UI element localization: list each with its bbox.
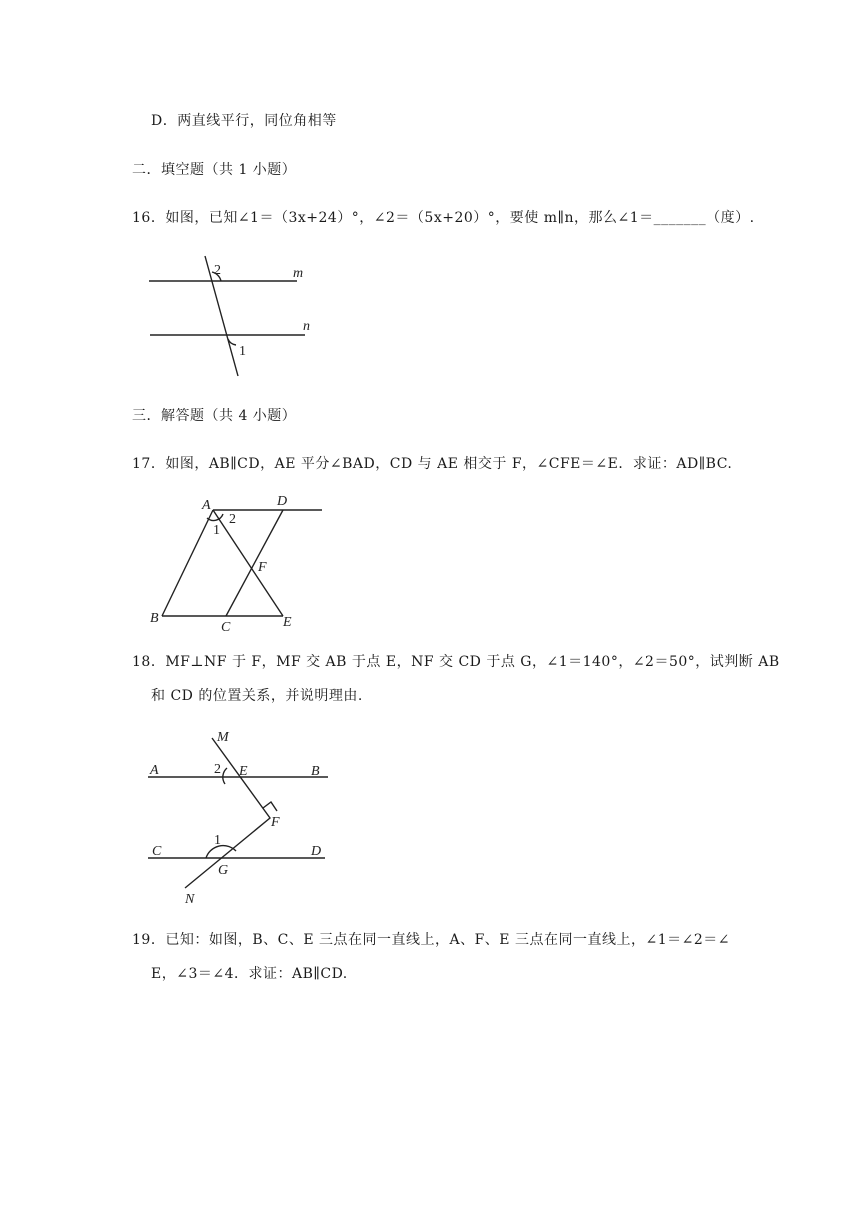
path-MF-NF <box>185 738 270 888</box>
label-2: 2 <box>229 512 236 527</box>
angle-1-arc <box>206 846 236 858</box>
label-E: E <box>239 764 248 779</box>
label-2: 2 <box>214 762 221 777</box>
segment-AE <box>213 510 283 616</box>
q17-question-text: 17．如图，AB∥CD，AE 平分∠BAD，CD 与 AE 相交于 F，∠CFE＝∠E．求证：AD∥BC. <box>132 456 733 472</box>
label-C: C <box>152 844 162 859</box>
q15-option-d: D．两直线平行，同位角相等 <box>151 113 337 129</box>
label-C: C <box>221 620 231 635</box>
label-B: B <box>150 611 159 626</box>
section-heading-fill-in: 二．填空题（共 1 小题） <box>132 162 297 178</box>
right-angle-mark <box>263 802 277 811</box>
label-m: m <box>293 266 304 281</box>
label-A: A <box>150 763 159 778</box>
segment-DC <box>226 510 283 616</box>
transversal <box>205 256 238 376</box>
q18-question-text-line1: 18．MF⊥NF 于 F，MF 交 AB 于点 E，NF 交 CD 于点 G，∠1＝140°，∠2＝50°，试判断 AB <box>132 654 780 670</box>
q16-question-text: 16．如图，已知∠1＝（3x+24）°，∠2＝（5x+20）°，要使 m∥n，那么∠1＝_______（度）. <box>132 210 755 226</box>
label-D: D <box>311 844 322 859</box>
label-n: n <box>303 319 310 334</box>
label-M: M <box>217 730 229 745</box>
angle-arc <box>207 514 223 521</box>
angle-2-arc <box>223 768 227 784</box>
q19-question-text-line1: 19．已知：如图，B、C、E 三点在同一直线上，A、F、E 三点在同一直线上，∠1＝∠2＝∠ <box>132 932 730 948</box>
section-heading-answer: 三．解答题（共 4 小题） <box>132 408 297 424</box>
q18-question-text-line2: 和 CD 的位置关系，并说明理由. <box>151 688 363 704</box>
label-1: 1 <box>239 344 246 359</box>
q19-question-text-line2: E，∠3＝∠4．求证：AB∥CD. <box>151 966 348 982</box>
label-1: 1 <box>214 833 221 848</box>
label-F: F <box>258 560 267 575</box>
label-N: N <box>185 892 195 907</box>
segment-AB <box>162 510 213 616</box>
label-F: F <box>271 815 280 830</box>
label-D: D <box>277 494 288 509</box>
label-G: G <box>218 863 229 878</box>
label-1: 1 <box>213 523 220 538</box>
angle-2-arc <box>212 272 221 281</box>
label-2: 2 <box>214 263 221 278</box>
label-B: B <box>311 764 320 779</box>
label-A: A <box>202 498 211 513</box>
label-E: E <box>283 615 292 630</box>
angle-1-arc <box>228 339 236 345</box>
